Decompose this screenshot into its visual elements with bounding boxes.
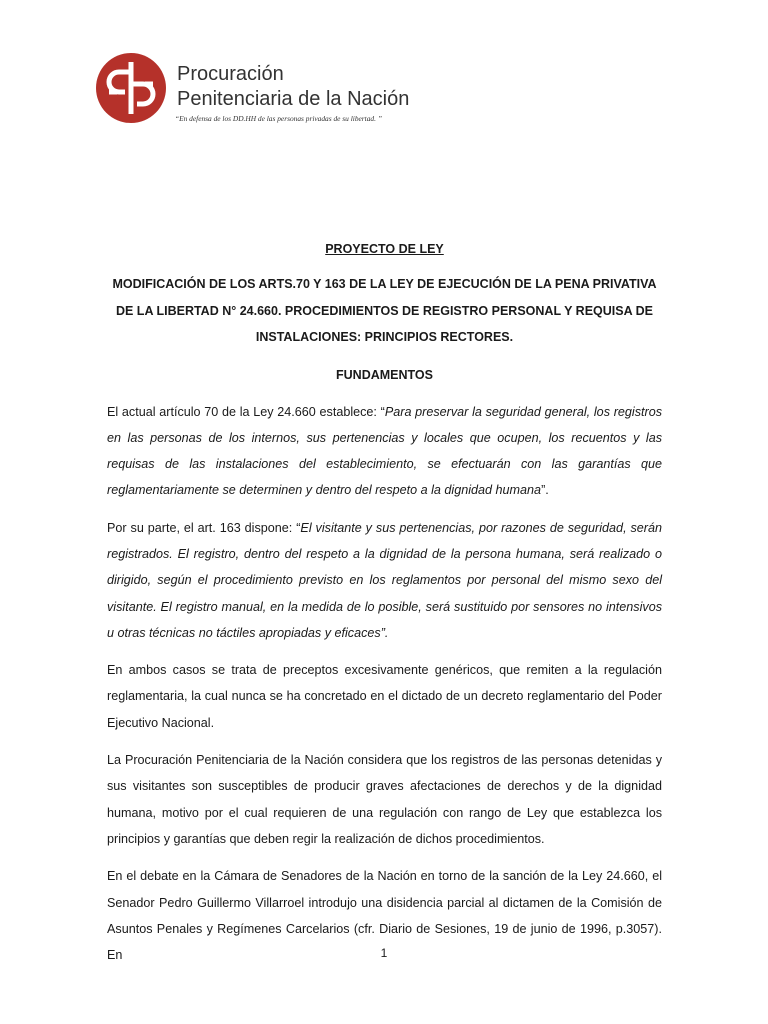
paragraph-1-end: ”.: [541, 483, 549, 498]
page-number: 1: [380, 946, 388, 960]
organization-name-line2: Penitenciaria de la Nación: [177, 88, 410, 110]
paragraph-2-quote: El visitante y sus pertenencias, por razones de seguridad, serán registrados. El registro, dentro del respeto a la dignidad de la persona humana, será realizado o dirigido, según el procedimiento previsto en los reglamentos por personal del mismo sexo del visitante. El registro manual, en la medida de lo posible, será sustituido por sensores no intensivos u otras técnicas no táctiles apropiadas y eficaces”.: [107, 520, 662, 640]
paragraph-1-quote: Para preservar la seguridad general, los registros en las personas de los internos, sus pertenencias y locales que ocupen, los recuentos y las requisas de las instalaciones del establecimiento, se efectuarán con las garantías que reglamentariamente se determinen y dentro del respeto a la dignidad humana: [107, 404, 662, 498]
organization-tagline: “En defensa de los DD.HH de las personas privadas de su libertad. ”: [175, 114, 382, 123]
paragraph-2: [107, 515, 662, 646]
paragraph-1-intro: El actual artículo 70 de la Ley 24.660 establece: “: [107, 404, 385, 419]
paragraph-3: En ambos casos se trata de preceptos excesivamente genéricos, que remiten a la regulación reglamentaria, la cual nunca se ha concretado en el dictado de un decreto reglamentario del Poder Ejecutivo Nacional.: [107, 663, 662, 730]
organization-name: [177, 62, 409, 112]
letterhead: [95, 50, 415, 130]
paragraph-2-intro: Por su parte, el art. 163 dispone: “: [107, 520, 301, 535]
procuracion-logo-icon: [95, 52, 167, 124]
document-title: PROYECTO DE LEY: [325, 242, 444, 256]
document-subtitle: MODIFICACIÓN DE LOS ARTS.70 Y 163 DE LA LEY DE EJECUCIÓN DE LA PENA PRIVATIVA DE LA LIBERTAD N° 24.660. PROCEDIMIENTOS DE REGISTRO PERSONAL Y REQUISA DE INSTALACIONES: PRINCIPIOS RECTORES.: [112, 277, 657, 344]
document-body: [107, 236, 662, 979]
section-heading: FUNDAMENTOS: [336, 367, 433, 382]
paragraph-1: [107, 399, 662, 504]
paragraph-5: En el debate en la Cámara de Senadores de la Nación en torno de la sanción de la Ley 24.660, el Senador Pedro Guillermo Villarroel introdujo una disidencia parcial al dictamen de la Comisión de Asuntos Penales y Regímenes Carcelarios (cfr. Diario de Sesiones, 19 de junio de 1996, p.3057). En: [107, 869, 662, 963]
organization-name-line1: Procuración: [177, 63, 284, 85]
paragraph-4: La Procuración Penitenciaria de la Nación considera que los registros de las personas detenidas y sus visitantes son susceptibles de producir graves afectaciones de derechos y de la dignidad humana, motivo por el cual requieren de una regulación con rango de Ley que establezca los principios y garantías que deben regir la realización de dichos procedimientos.: [107, 753, 662, 846]
